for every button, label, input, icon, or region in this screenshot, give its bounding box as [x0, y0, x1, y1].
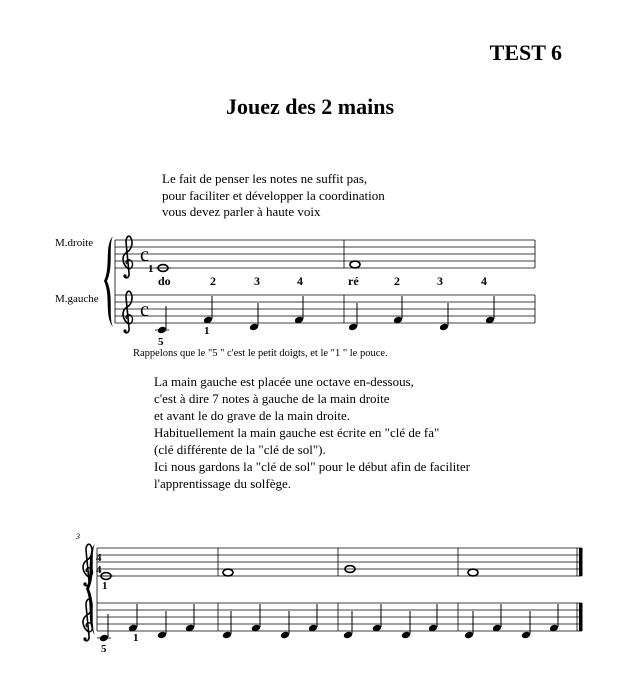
test-label: TEST 6 — [489, 40, 562, 65]
finger-number: 1 — [133, 632, 139, 644]
explanation-line: l'apprentissage du solfège. — [154, 476, 291, 491]
finger-number: 1 — [148, 263, 154, 275]
time-signature-bottom: 4 — [96, 564, 102, 576]
explanation-line: (clé différente de la "clé de sol"). — [154, 442, 326, 457]
barlines — [97, 548, 577, 631]
syllable-label: 2 — [394, 274, 400, 288]
finger-number: 1 — [204, 325, 210, 337]
finger-number: 1 — [102, 580, 108, 592]
final-barline — [579, 548, 583, 631]
treble-clef-icon — [123, 291, 132, 333]
common-time-symbol: c — [140, 299, 149, 321]
intro-line: pour faciliter et développer la coordination — [162, 187, 385, 203]
whole-note — [468, 569, 478, 576]
staff-right-hand — [115, 240, 535, 268]
intro-line: vous devez parler à haute voix — [162, 204, 321, 219]
explanation-line: Habituellement la main gauche est écrite en "clé de fa" — [154, 425, 440, 440]
counting-syllables — [158, 274, 487, 288]
staff-left-hand — [97, 603, 582, 631]
right-hand-notes — [99, 566, 478, 580]
whole-note — [223, 569, 233, 576]
syllable-label: 3 — [437, 274, 443, 288]
grand-staff-brace — [104, 236, 113, 327]
staff-label-right-hand: M.droite — [55, 237, 94, 249]
syllable-label: 3 — [254, 274, 260, 288]
time-signature-top: 4 — [96, 552, 102, 564]
explanation-line: et avant le do grave de la main droite. — [154, 408, 351, 423]
finger-note: Rappelons que le "5 " c'est le petit doigts, et le "1 " le pouce. — [133, 348, 388, 359]
score-1 — [104, 236, 535, 348]
explanation-line: Ici nous gardons la "clé de sol" pour le début afin de faciliter — [154, 459, 471, 474]
whole-note — [350, 261, 360, 268]
syllable-label: 2 — [210, 274, 216, 288]
score-2 — [75, 532, 583, 655]
page-title: Jouez des 2 mains — [225, 94, 395, 119]
staff-right-hand — [97, 548, 582, 576]
explanation-line: La main gauche est placée une octave en-dessous, — [154, 374, 414, 389]
time-signature — [96, 552, 102, 576]
staff-left-hand — [115, 295, 535, 323]
barlines — [115, 240, 535, 323]
explanation-line: c'est à dire 7 notes à gauche de la main droite — [154, 391, 390, 406]
measure-number: 3 — [76, 532, 80, 541]
syllable-label: 4 — [297, 274, 303, 288]
syllable-label: 4 — [481, 274, 487, 288]
finger-number: 5 — [158, 336, 164, 348]
syllable-label: do — [158, 274, 171, 288]
right-hand-notes — [156, 261, 360, 271]
finger-number: 5 — [101, 643, 107, 655]
staff-label-left-hand: M.gauche — [55, 293, 99, 305]
intro-line: Le fait de penser les notes ne suffit pas, — [162, 171, 368, 186]
common-time-symbol: c — [140, 244, 149, 266]
treble-clef-icon — [123, 236, 132, 278]
syllable-label: ré — [348, 274, 359, 288]
